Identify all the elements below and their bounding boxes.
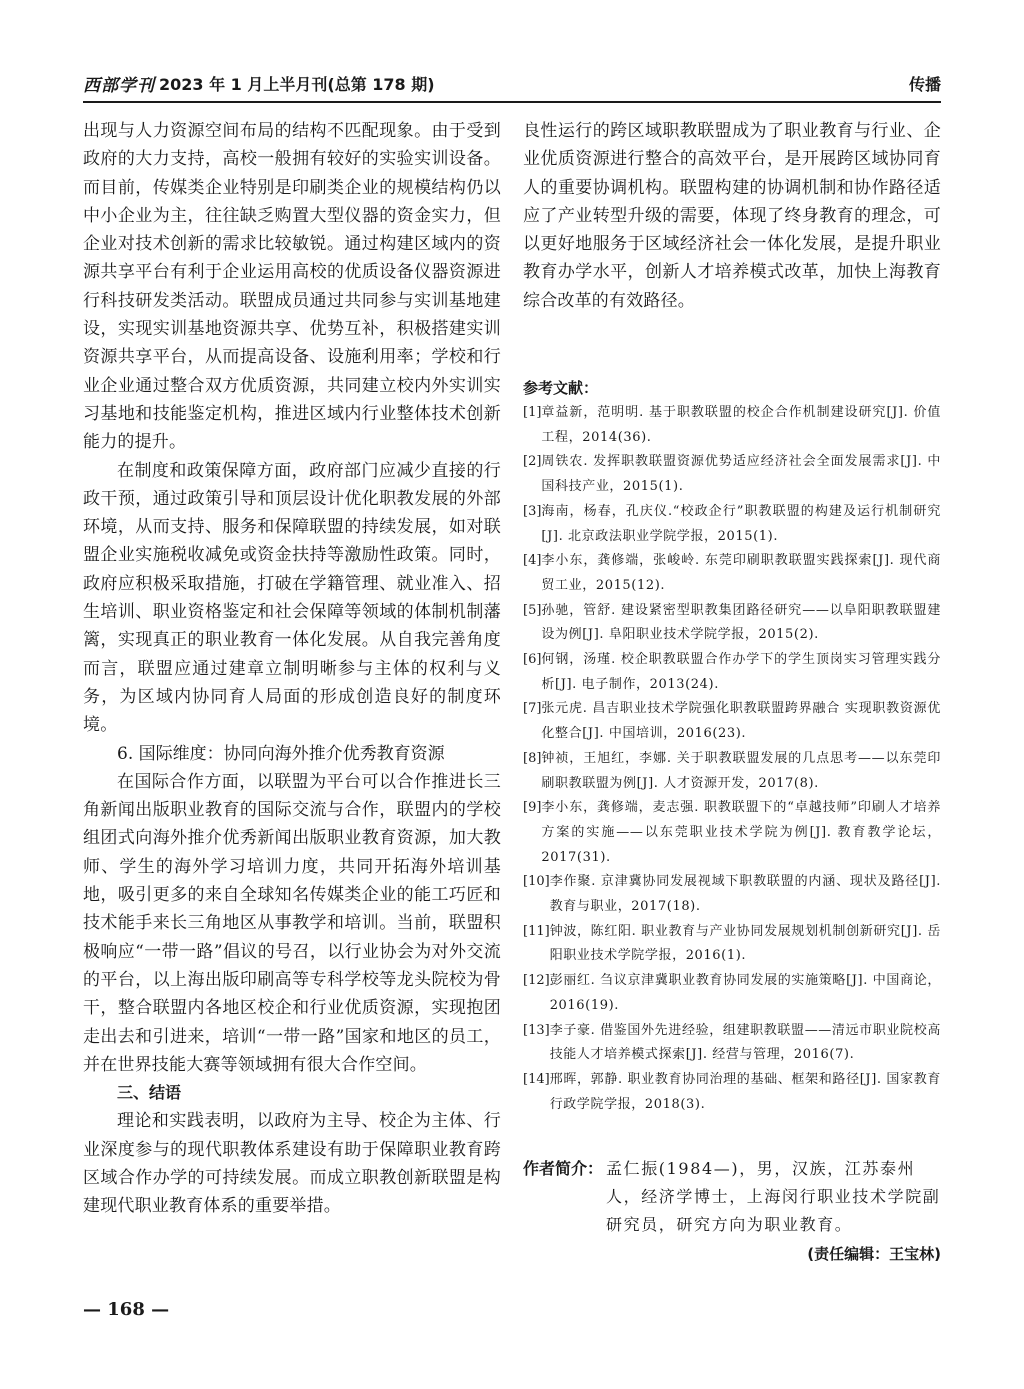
references-title: 参考文献：	[523, 379, 599, 397]
reference-text: 孙驰，管舒. 建设紧密型职教集团路径研究——以阜阳职教联盟建设为例[J]. 阜阳职业技术学院学报，2015(2).	[541, 602, 941, 643]
reference-number: [6]	[523, 652, 542, 668]
header-rule	[83, 101, 941, 103]
section-heading: 三、结语	[117, 1083, 182, 1103]
reference-number: [14]	[523, 1071, 550, 1087]
reference-text: 彭丽红. 刍议京津冀职业教育协同发展的实施策略[J]. 中国商论，2016(19).	[549, 973, 941, 1013]
reference-text: 钟祯，王旭红，李娜. 关于职教联盟发展的几点思考——以东莞印刷职教联盟为例[J]. 人才资源开发，2017(8).	[541, 750, 941, 791]
right-column	[523, 117, 941, 315]
reference-text: 章益新，范明明. 基于职教联盟的校企合作机制建设研究[J]. 价值工程，2014(36).	[541, 405, 941, 445]
reference-number: [9]	[523, 800, 542, 816]
paragraph: 在制度和政策保障方面，政府部门应减少直接的行政干预，通过政策引导和顶层设计优化职教发展的外部环境，从而支持、服务和保障联盟的持续发展，如对联盟企业实施税收减免或资金扶持等激励性政策。同时，政府应积极采取措施，打破在学籍管理、就业准入、招生培训、职业资格鉴定和社会保障等领域的体制机制藩篱，实现真正的职业教育一体化发展。从自我完善角度而言，联盟应通过建章立制明晰参与主体的权利与义务，为区域内协同育人局面的形成创造良好的制度环境。	[83, 460, 501, 736]
subsection-heading: 6. 国际维度：协同向海外推介优秀教育资源	[117, 743, 445, 764]
paragraph: 良性运行的跨区域职教联盟成为了职业教育与行业、企业优质资源进行整合的高效平台，是开展跨区域协同育人的重要协调机构。联盟构建的协调机制和协作路径适应了产业转型升级的需要，体现了终身教育的理念，可以更好地服务于区域经济社会一体化发展，是提升职业教育办学水平，创新人才培养模式改革，加快上海教育综合改革的有效路径。	[523, 121, 941, 311]
author-bio	[523, 1155, 941, 1239]
reference-number: [2]	[523, 454, 542, 470]
reference-item	[523, 1068, 941, 1117]
reference-text: 李小东，龚修端，麦志强. 职教联盟下的“卓越技师”印刷人才培养方案的实施——以东莞职业技术学院为例[J]. 教育教学论坛，2017(31).	[541, 800, 941, 865]
reference-number: [4]	[523, 553, 542, 569]
reference-item	[523, 648, 941, 697]
page-number: — 168 —	[83, 1299, 170, 1320]
reference-item	[523, 870, 941, 919]
reference-item	[523, 500, 941, 549]
reference-number: [3]	[523, 503, 542, 519]
reference-item	[523, 920, 941, 969]
issue-info: 2023 年 1 月上半月刊(总第 178 期)	[159, 75, 435, 94]
reference-text: 周铁农. 发挥职教联盟资源优势适应经济社会全面发展需求[J]. 中国科技产业，2015(1).	[541, 454, 941, 495]
reference-item	[523, 401, 941, 450]
reference-text: 李作聚. 京津冀协同发展视域下职教联盟的内涵、现状及路径[J]. 教育与职业，2017(18).	[549, 874, 941, 915]
references-list	[523, 401, 941, 1117]
reference-number: [11]	[523, 923, 550, 939]
reference-text: 李子豪. 借鉴国外先进经验，组建职教联盟——清远市职业院校高技能人才培养模式探索[J]. 经营与管理，2016(7).	[549, 1022, 941, 1063]
reference-item	[523, 450, 941, 499]
reference-item	[523, 599, 941, 648]
left-column	[83, 117, 501, 1221]
reference-text: 何钢，汤瑾. 校企职教联盟合作办学下的学生顶岗实习管理实践分析[J]. 电子制作，2013(24).	[541, 652, 941, 692]
section-name: 传播	[908, 75, 941, 94]
editor-credit: (责任编辑：王宝林)	[807, 1245, 941, 1263]
paragraph: 理论和实践表明，以政府为主导、校企为主体、行业深度参与的现代职教体系建设有助于保障职业教育跨区域合作办学的可持续发展。而成立职教创新联盟是构建现代职业教育体系的重要举措。	[83, 1111, 501, 1217]
reference-text: 钟波，陈红阳. 职业教育与产业协同发展规划机制创新研究[J]. 岳阳职业技术学院学报，2016(1).	[549, 923, 941, 964]
reference-text: 海南，杨春，孔庆仪.“校政企行”职教联盟的构建及运行机制研究[J]. 北京政法职业学院学报，2015(1).	[541, 503, 941, 544]
reference-text: 李小东，龚修端，张峻岭. 东莞印刷职教联盟实践探索[J]. 现代商贸工业，2015(12).	[541, 553, 941, 593]
reference-text: 邢晖，郭静. 职业教育协同治理的基础、框架和路径[J]. 国家教育行政学院学报，2018(3).	[549, 1071, 941, 1112]
reference-number: [13]	[523, 1022, 550, 1038]
reference-number: [8]	[523, 750, 542, 766]
paragraph: 出现与人力资源空间布局的结构不匹配现象。由于受到政府的大力支持，高校一般拥有较好的实验实训设备。而目前，传媒类企业特别是印刷类企业的规模结构仍以中小企业为主，往往缺乏购置大型仪器的资金实力，但企业对技术创新的需求比较敏锐。通过构建区域内的资源共享平台有利于企业运用高校的优质设备仪器资源进行科技研发类活动。联盟成员通过共同参与实训基地建设，实现实训基地资源共享、优势互补，积极搭建实训资源共享平台，从而提高设备、设施利用率；学校和行业企业通过整合双方优质资源，共同建立校内外实训实习基地和技能鉴定机构，推进区域内行业整体技术创新能力的提升。	[83, 121, 501, 453]
reference-item	[523, 969, 941, 1018]
reference-item	[523, 697, 941, 746]
reference-number: [12]	[523, 973, 550, 989]
reference-item	[523, 549, 941, 598]
reference-number: [1]	[523, 405, 542, 420]
author-label: 作者简介：	[523, 1159, 604, 1178]
reference-item	[523, 796, 941, 870]
journal-logo: 西部学刊	[83, 76, 155, 96]
paragraph: 在国际合作方面，以联盟为平台可以合作推进长三角新闻出版职业教育的国际交流与合作，联盟内的学校组团式向海外推介优秀新闻出版职业教育资源，加大教师、学生的海外学习培训力度，共同开拓海外培训基地，吸引更多的来自全球知名传媒类企业的能工巧匠和技术能手来长三角地区从事教学和培训。当前，联盟积极响应“一带一路”倡议的号召，以行业协会为对外交流的平台，以上海出版印刷高等专科学校等龙头院校为骨干，整合联盟内各地区校企和行业优质资源，实现抱团走出去和引进来，培训“一带一路”国家和地区的员工，并在世界技能大赛等领域拥有很大合作空间。	[83, 771, 501, 1075]
reference-number: [7]	[523, 701, 542, 717]
reference-item	[523, 1019, 941, 1068]
page-header	[83, 68, 941, 102]
reference-text: 张元虎. 昌吉职业技术学院强化职教联盟跨界融合 实现职教资源优化整合[J]. 中国培训，2016(23).	[541, 701, 941, 742]
author-text: 孟仁振(1984—)，男，汉族，江苏泰州人，经济学博士，上海闵行职业技术学院副研究员，研究方向为职业教育。	[606, 1159, 941, 1234]
reference-number: [10]	[523, 874, 550, 890]
reference-item	[523, 747, 941, 796]
reference-number: [5]	[523, 602, 542, 618]
